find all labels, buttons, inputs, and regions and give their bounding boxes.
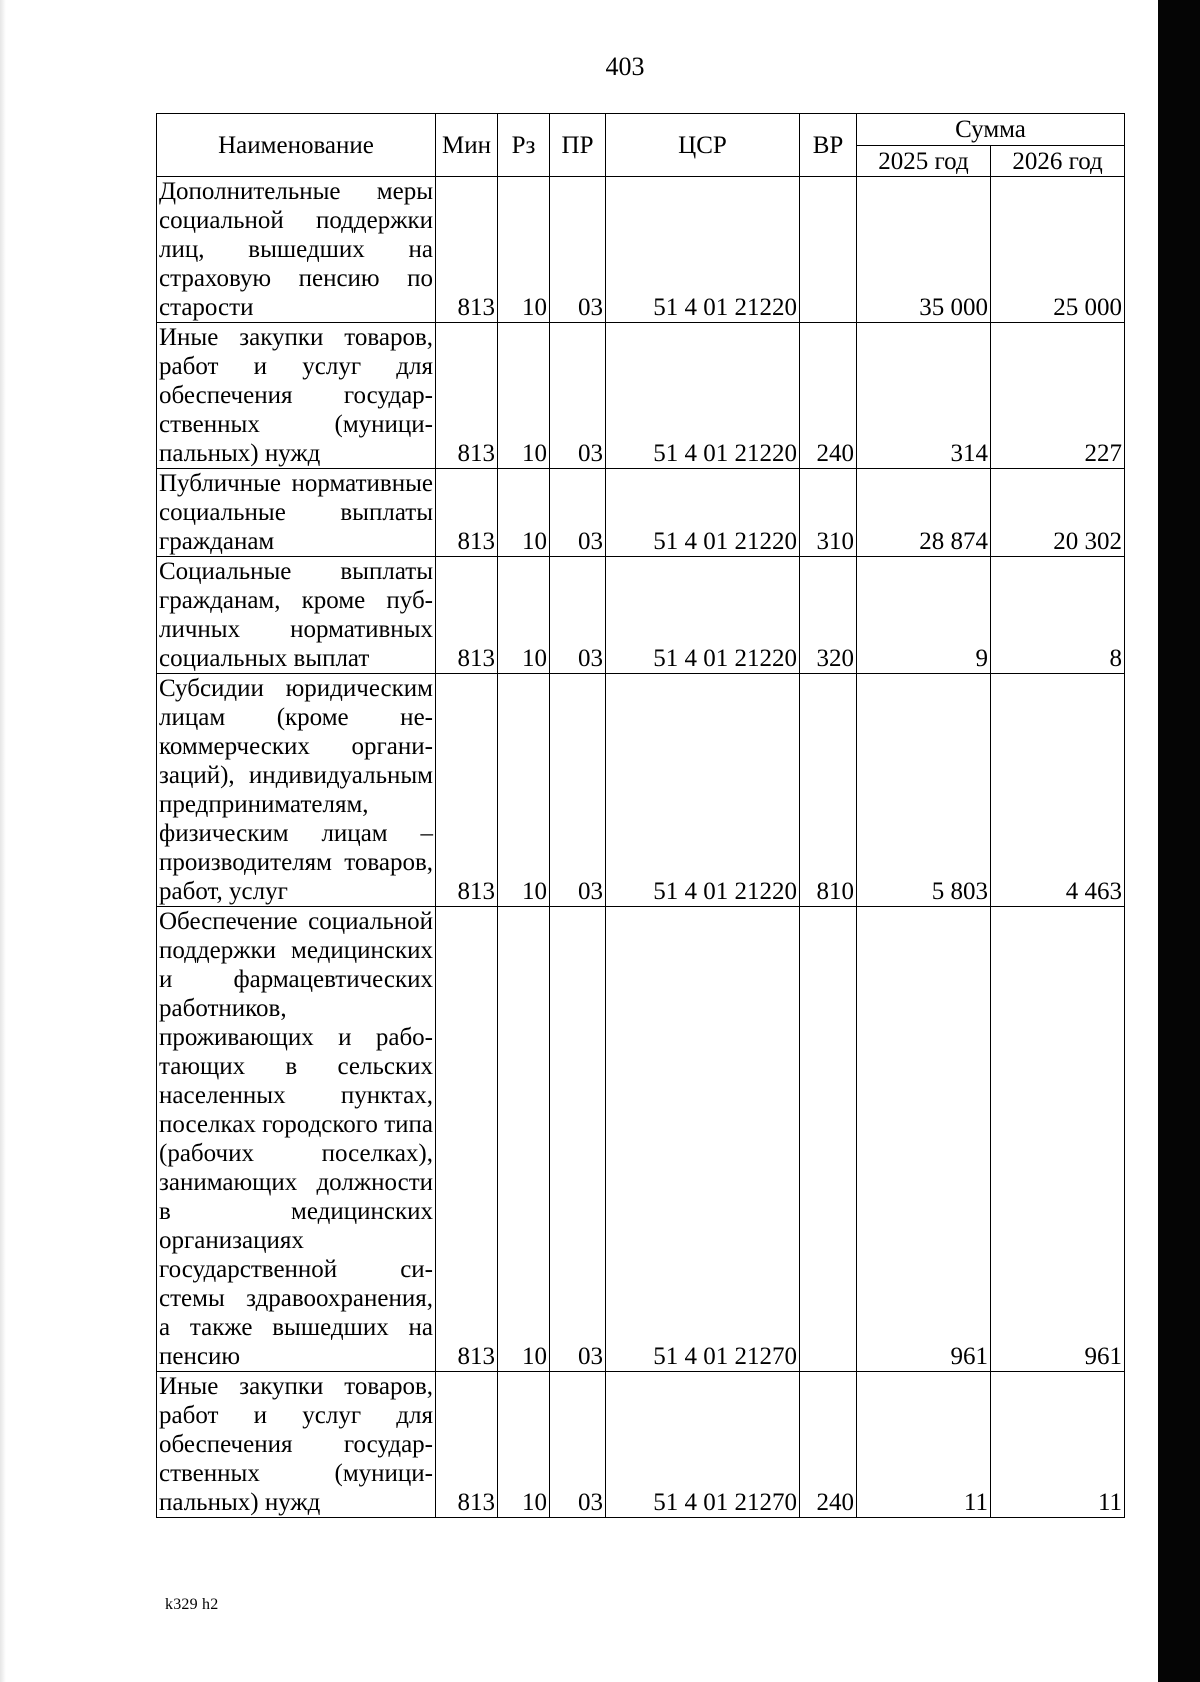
header-sum: Сумма	[857, 114, 1125, 146]
cell-amount-2025: 961	[857, 907, 991, 1372]
cell-min: 813	[436, 907, 498, 1372]
cell-pr: 03	[550, 469, 606, 557]
table-row	[157, 557, 1125, 674]
table-row	[157, 177, 1125, 323]
table-row	[157, 1372, 1125, 1518]
cell-rz: 10	[498, 469, 550, 557]
header-rz: Рз	[498, 114, 550, 177]
cell-vr: 240	[800, 323, 857, 469]
table-row	[157, 469, 1125, 557]
table-row	[157, 323, 1125, 469]
cell-amount-2026: 4 463	[991, 674, 1125, 907]
cell-amount-2026: 8	[991, 557, 1125, 674]
header-csr: ЦСР	[606, 114, 800, 177]
cell-name: Публичные нормативные социальные выплаты гражданам	[157, 469, 436, 557]
table-row	[157, 907, 1125, 1372]
cell-csr: 51 4 01 21220	[606, 674, 800, 907]
cell-min: 813	[436, 674, 498, 907]
cell-amount-2026: 961	[991, 907, 1125, 1372]
header-year-2025: 2025 год	[857, 146, 991, 177]
cell-pr: 03	[550, 323, 606, 469]
budget-table	[156, 113, 1125, 1518]
cell-amount-2025: 9	[857, 557, 991, 674]
cell-amount-2025: 5 803	[857, 674, 991, 907]
cell-rz: 10	[498, 557, 550, 674]
cell-amount-2026: 227	[991, 323, 1125, 469]
cell-amount-2025: 314	[857, 323, 991, 469]
cell-amount-2026: 25 000	[991, 177, 1125, 323]
cell-csr: 51 4 01 21220	[606, 557, 800, 674]
cell-amount-2025: 11	[857, 1372, 991, 1518]
cell-pr: 03	[550, 1372, 606, 1518]
cell-vr: 320	[800, 557, 857, 674]
cell-rz: 10	[498, 674, 550, 907]
cell-vr	[800, 177, 857, 323]
header-name: Наименование	[157, 114, 436, 177]
cell-rz: 10	[498, 177, 550, 323]
cell-rz: 10	[498, 1372, 550, 1518]
cell-vr	[800, 907, 857, 1372]
scan-right-border	[1158, 0, 1200, 1682]
cell-amount-2026: 11	[991, 1372, 1125, 1518]
table-body	[157, 177, 1125, 1518]
cell-min: 813	[436, 557, 498, 674]
cell-name: Иные закупки товаров, работ и услуг для обеспечения государственных (муниципальных) нужд	[157, 1372, 436, 1518]
cell-pr: 03	[550, 177, 606, 323]
cell-csr: 51 4 01 21220	[606, 469, 800, 557]
cell-pr: 03	[550, 674, 606, 907]
cell-csr: 51 4 01 21220	[606, 177, 800, 323]
cell-name: Иные закупки товаров, работ и услуг для обеспечения государственных (муниципальных) нужд	[157, 323, 436, 469]
cell-csr: 51 4 01 21270	[606, 1372, 800, 1518]
cell-pr: 03	[550, 557, 606, 674]
cell-min: 813	[436, 323, 498, 469]
cell-vr: 810	[800, 674, 857, 907]
table-row	[157, 674, 1125, 907]
cell-name: Субсидии юридическим лицам (кроме некоммерческих организаций), индивидуальным предпринимателям, физическим лицам – производителям товаров, работ, услуг	[157, 674, 436, 907]
cell-min: 813	[436, 177, 498, 323]
footer-code: k329 h2	[165, 1596, 219, 1613]
cell-amount-2026: 20 302	[991, 469, 1125, 557]
cell-vr: 240	[800, 1372, 857, 1518]
cell-rz: 10	[498, 907, 550, 1372]
cell-name: Социальные выплаты гражданам, кроме публичных нормативных социальных выплат	[157, 557, 436, 674]
table-header	[157, 114, 1125, 177]
cell-vr: 310	[800, 469, 857, 557]
cell-name: Дополнительные меры социальной поддержки лиц, вышедших на страховую пенсию по старости	[157, 177, 436, 323]
cell-csr: 51 4 01 21220	[606, 323, 800, 469]
cell-name: Обеспечение социальной поддержки медицинских и фармацевтических работников, проживающих и работающих в сельских населенных пунктах, поселках городского типа (рабочих поселках), занимающих должности в медицинских организациях государственной системы здравоохранения, а также вышедших на пенсию	[157, 907, 436, 1372]
header-year-2026: 2026 год	[991, 146, 1125, 177]
cell-csr: 51 4 01 21270	[606, 907, 800, 1372]
cell-min: 813	[436, 469, 498, 557]
cell-amount-2025: 28 874	[857, 469, 991, 557]
header-pr: ПР	[550, 114, 606, 177]
header-vr: ВР	[800, 114, 857, 177]
cell-pr: 03	[550, 907, 606, 1372]
cell-min: 813	[436, 1372, 498, 1518]
scan-left-edge	[0, 0, 6, 1682]
header-min: Мин	[436, 114, 498, 177]
page-number: 403	[605, 52, 645, 81]
cell-rz: 10	[498, 323, 550, 469]
cell-amount-2025: 35 000	[857, 177, 991, 323]
